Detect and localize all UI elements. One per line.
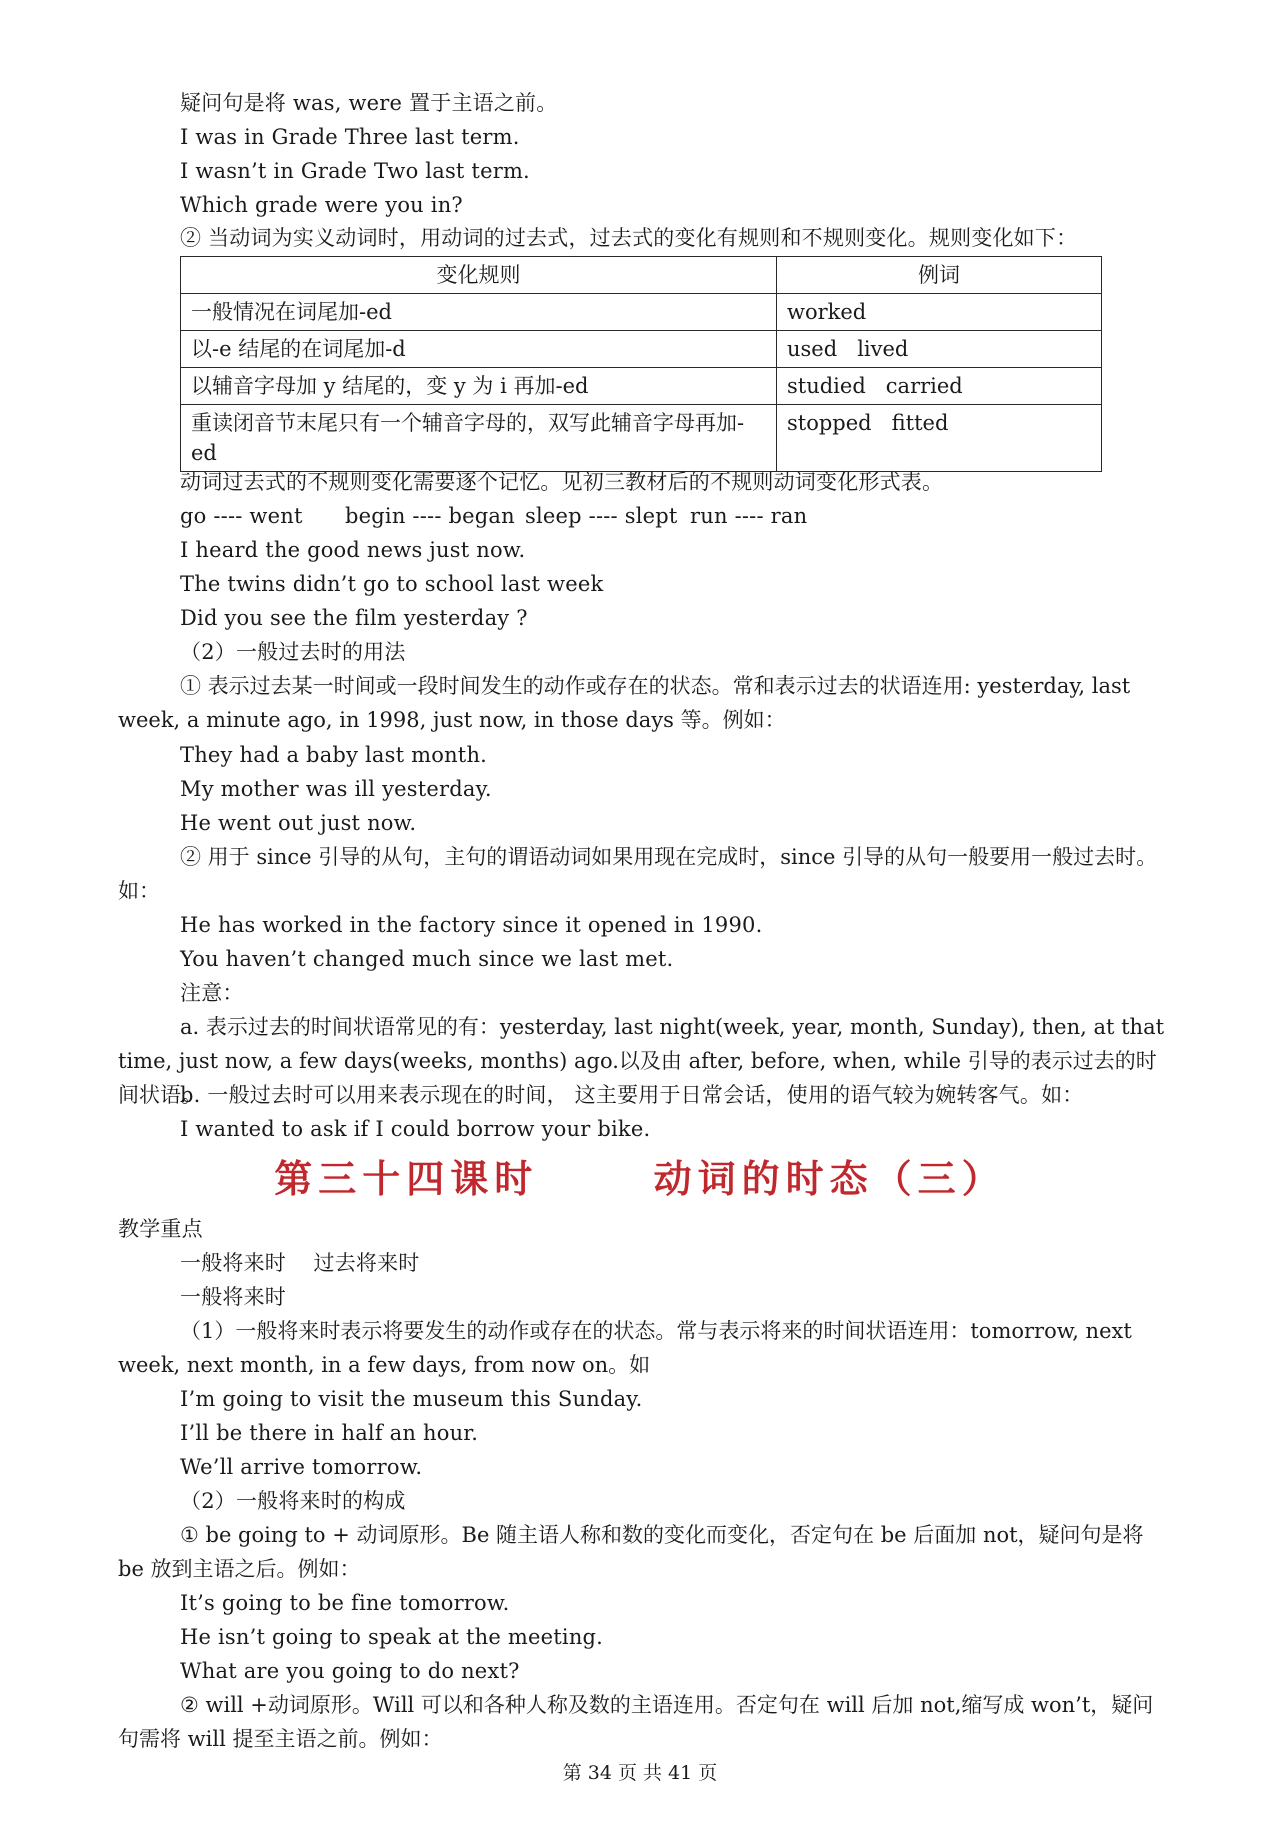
table-row <box>181 405 1102 472</box>
table-cell-rule: 重读闭音节末尾只有一个辅音字母的，双写此辅音字母再加-ed <box>181 405 777 472</box>
example-sentence: He went out just now. <box>180 811 417 835</box>
table-row <box>181 331 1102 368</box>
paragraph: a. 表示过去的时间状语常见的有：yesterday, last night(week, year, month, Sunday), then, at that time, just now, a few days(weeks, months) ago.以及由 after, before, when, while 引导的表示过去的时间状语。 <box>118 1015 1165 1107</box>
irregular-pair: run ---- ran <box>690 504 808 528</box>
irregular-pair: begin ---- began <box>345 504 515 528</box>
subsection-title: （2）一般过去时的用法 <box>180 640 406 664</box>
irregular-pair: sleep ---- slept <box>525 504 678 528</box>
text-line: 动词过去式的不规则变化需要逐个记忆。见初三教材后的不规则动词变化形式表。 <box>180 470 944 494</box>
example-sentence: It’s going to be fine tomorrow. <box>180 1591 510 1615</box>
note-label: 注意： <box>180 981 244 1005</box>
example-sentence: I was in Grade Three last term. <box>180 125 520 149</box>
table-cell-example: stopped fitted <box>777 405 1102 472</box>
table-cell-rule: 以辅音字母加 y 结尾的，变 y 为 i 再加-ed <box>181 368 777 405</box>
section-heading: 第三十四课时 动词的时态（三） <box>274 1156 1006 1201</box>
table-row <box>181 368 1102 405</box>
table-cell-rule: 以-e 结尾的在词尾加-d <box>181 331 777 368</box>
paragraph: （1）一般将来时表示将要发生的动作或存在的状态。常与表示将来的时间状语连用：tomorrow, next week, next month, in a few days, from now on。如 <box>118 1319 1132 1377</box>
paragraph: ② 用于 since 引导的从句，主句的谓语动词如果用现在完成时，since 引导的从句一般要用一般过去时。如： <box>118 845 1158 903</box>
text-line: b. 一般过去时可以用来表示现在的时间， 这主要用于日常会话，使用的语气较为婉转客气。如： <box>180 1083 1084 1107</box>
example-sentence: We’ll arrive tomorrow. <box>180 1455 423 1479</box>
subsection-title: （2）一般将来时的构成 <box>180 1489 406 1513</box>
irregular-verb-list <box>180 501 807 531</box>
paragraph: ① be going to + 动词原形。Be 随主语人称和数的变化而变化，否定句在 be 后面加 not，疑问句是将 be 放到主语之后。例如： <box>118 1523 1144 1581</box>
example-sentence: Did you see the film yesterday ? <box>180 606 528 630</box>
table-cell-example: studied carried <box>777 368 1102 405</box>
example-sentence: What are you going to do next? <box>180 1659 520 1683</box>
example-sentence: You haven’t changed much since we last met. <box>180 947 674 971</box>
text-line: ② 当动词为实义动词时，用动词的过去式，过去式的变化有规则和不规则变化。规则变化如下： <box>180 226 1078 250</box>
example-sentence: The twins didn’t go to school last week <box>180 572 604 596</box>
example-sentence: I wasn’t in Grade Two last term. <box>180 159 530 183</box>
table-header: 例词 <box>777 257 1102 294</box>
text-line: 一般将来时 过去将来时 <box>180 1251 420 1275</box>
page-footer: 第 34 页 共 41 页 <box>562 1762 718 1784</box>
example-sentence: My mother was ill yesterday. <box>180 777 492 801</box>
example-sentence: I wanted to ask if I could borrow your bike. <box>180 1117 651 1141</box>
example-sentence: Which grade were you in? <box>180 193 463 217</box>
rules-table <box>180 256 1102 472</box>
paragraph: ① 表示过去某一时间或一段时间发生的动作或存在的状态。常和表示过去的状语连用: yesterday, last week, a minute ago, in 1998, just now, in those days 等。例如： <box>118 674 1131 732</box>
table-row <box>181 294 1102 331</box>
example-sentence: I’ll be there in half an hour. <box>180 1421 479 1445</box>
example-sentence: He isn’t going to speak at the meeting. <box>180 1625 604 1649</box>
example-sentence: I’m going to visit the museum this Sunday. <box>180 1387 643 1411</box>
table-cell-rule: 一般情况在词尾加-ed <box>181 294 777 331</box>
example-sentence: He has worked in the factory since it opened in 1990. <box>180 913 763 937</box>
table-header: 变化规则 <box>181 257 777 294</box>
example-sentence: I heard the good news just now. <box>180 538 526 562</box>
key-points-label: 教学重点 <box>118 1217 203 1241</box>
irregular-pair: go ---- went <box>180 504 303 528</box>
paragraph: ② will +动词原形。Will 可以和各种人称及数的主语连用。否定句在 will 后加 not,缩写成 won’t，疑问句需将 will 提至主语之前。例如： <box>118 1693 1154 1751</box>
text-line: 疑问句是将 was, were 置于主语之前。 <box>180 91 558 115</box>
example-sentence: They had a baby last month. <box>180 743 488 767</box>
subsection-title: 一般将来时 <box>180 1285 286 1309</box>
table-cell-example: used lived <box>777 331 1102 368</box>
table-cell-example: worked <box>777 294 1102 331</box>
table-header-row <box>181 257 1102 294</box>
